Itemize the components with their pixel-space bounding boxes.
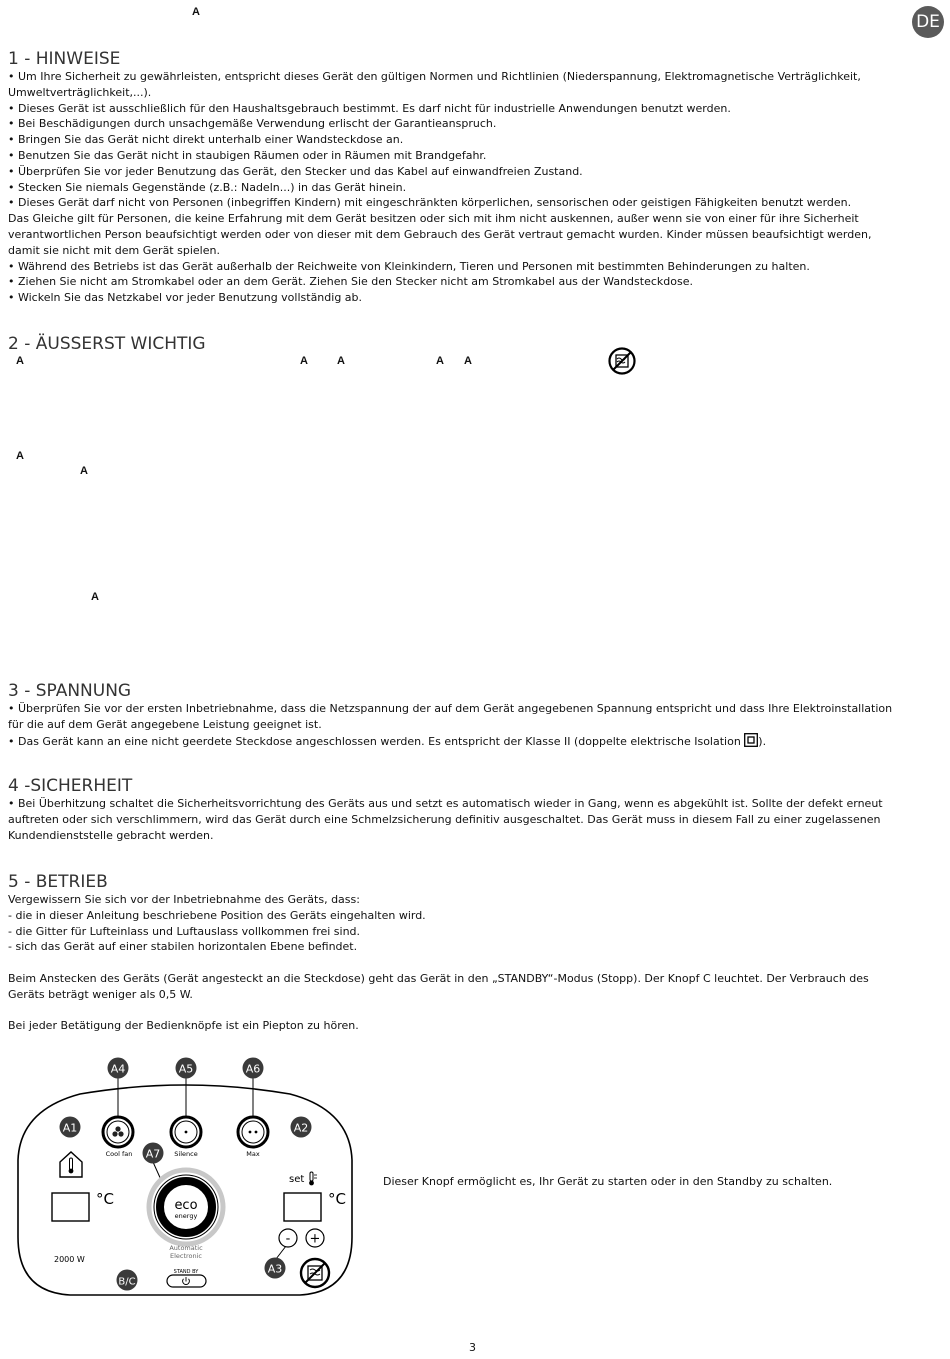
text-line <box>8 1003 943 1019</box>
single-dot-icon <box>185 1131 188 1134</box>
text-line <box>8 955 943 971</box>
plus-label: + <box>309 1231 321 1247</box>
text-line: auftreten oder sich verschlimmern, wird das Gerät durch eine Schmelzsicherung definitiv ausgeschaltet. Das Gerät muss in diesem Fall zu einer zugelassenen <box>8 812 881 826</box>
text-line: - die in dieser Anleitung beschriebene Position des Geräts eingehalten wird. <box>8 908 426 922</box>
minus-button[interactable] <box>279 1229 297 1247</box>
text-line: • Bei Überhitzung schaltet die Sicherheitsvorrichtung des Geräts aus und setzt es automatisch wieder in Gang, wenn es abgekühlt ist. Sollte der defekt erneut <box>8 797 883 810</box>
do-not-cover-icon <box>301 1259 329 1287</box>
power-label: 2000 W <box>54 1255 85 1264</box>
callout-a7 <box>143 1143 164 1164</box>
section-body-hinweise <box>8 69 943 306</box>
callout-bc <box>117 1270 138 1291</box>
text-line: Geräts beträgt weniger als 0,5 W. <box>8 987 193 1001</box>
callout-a4 <box>108 1058 129 1079</box>
text-line: Bei jeder Betätigung der Bedienknöpfe ist ein Piepton zu hören. <box>8 1019 359 1033</box>
text-line: • Wickeln Sie das Netzkabel vor jeder Benutzung vollständig ab. <box>8 291 363 305</box>
marker-a: A <box>16 355 24 367</box>
marker-a: A <box>192 6 200 18</box>
room-temperature-icon <box>60 1152 82 1177</box>
text-line: • Bringen Sie das Gerät nicht direkt unterhalb einer Wandsteckdose an. <box>8 133 404 147</box>
text-line: • Überprüfen Sie vor der ersten Inbetriebnahme, dass die Netzspannung der auf dem Gerät angegebenen Spannung entspricht und dass Ihre Elektroinstallation <box>8 702 893 715</box>
text-line: damit sie nicht mit dem Gerät spielen. <box>8 243 220 257</box>
callout-a3 <box>265 1258 286 1279</box>
silence-label: Silence <box>174 1150 198 1158</box>
marker-a: A <box>436 355 444 367</box>
text-line: • Dieses Gerät ist ausschließlich für den Haushaltsgebrauch bestimmt. Es darf nicht für industrielle Anwendungen benutzt werden. <box>8 101 731 115</box>
eco-label: eco <box>174 1198 198 1213</box>
class-two-insulation-icon <box>744 733 758 747</box>
text-segment: ). <box>758 734 767 748</box>
callout-label: A5 <box>178 1062 194 1076</box>
text-line: Kundendienststelle gebracht werden. <box>8 828 214 842</box>
text-line: - sich das Gerät auf einer stabilen horizontalen Ebene befindet. <box>8 940 358 954</box>
text-line: • Stecken Sie niemals Gegenstände (z.B.: Nadeln...) in das Gerät hinein. <box>8 180 407 194</box>
plus-button[interactable] <box>306 1229 324 1247</box>
section-body-betrieb <box>8 892 943 1034</box>
section-title-betrieb: 5 - BETRIEB <box>8 872 108 892</box>
marker-a: A <box>80 465 88 477</box>
text-line: verantwortlichen Person beaufsichtigt werden oder von dieser mit dem Gebrauch des Gerät vertraut gemacht wurden. Kinder müssen beaufsichtigt werden, <box>8 227 872 241</box>
silence-button[interactable] <box>171 1117 201 1158</box>
text-line: Beim Anstecken des Geräts (Gerät angesteckt an die Steckdose) geht das Gerät in den „STANDBY“-Modus (Stopp). Der Knopf C leuchtet. Der Verbrauch des <box>8 971 869 985</box>
section-body-spannung <box>8 701 943 749</box>
max-button[interactable] <box>238 1117 268 1158</box>
text-line <box>8 733 943 750</box>
callout-label: A1 <box>62 1121 78 1135</box>
control-panel-diagram <box>10 1052 360 1302</box>
text-line: • Um Ihre Sicherheit zu gewährleisten, entspricht dieses Gerät den gültigen Normen und Richtlinien (Niederspannung, Elektromagnetische Verträglichkeit, <box>8 70 861 83</box>
section-title-wichtig: 2 - ÄUSSERST WICHTIG <box>8 334 206 354</box>
text-line: • Benutzen Sie das Gerät nicht in staubigen Räumen oder in Räumen mit Brandgefahr. <box>8 148 487 162</box>
text-line: für die auf dem Gerät angegebene Leistung geeignet ist. <box>8 717 322 731</box>
section-title-hinweise: 1 - HINWEISE <box>8 49 121 69</box>
marker-a: A <box>464 355 472 367</box>
text-segment: • Das Gerät kann an eine nicht geerdete Steckdose angeschlossen werden. Es entspricht der Klasse II (doppelte elektrische Isolation <box>8 734 745 748</box>
automatic-label: Automatic <box>169 1244 203 1252</box>
section-body-sicherheit <box>8 796 943 843</box>
text-line: Umweltverträglichkeit,...). <box>8 85 152 99</box>
marker-a: A <box>300 355 308 367</box>
set-label: set <box>289 1174 305 1185</box>
callout-label: A2 <box>293 1121 309 1135</box>
text-line: • Ziehen Sie nicht am Stromkabel oder an dem Gerät. Ziehen Sie den Stecker nicht am Stromkabel aus der Wandsteckdose. <box>8 275 693 289</box>
left-temperature-display <box>52 1193 89 1221</box>
callout-a1 <box>60 1117 81 1138</box>
text-line: • Während des Betriebs ist das Gerät außerhalb der Reichweite von Kleinkindern, Tieren und Personen mit bestimmten Behinderungen zu halten. <box>8 259 810 273</box>
text-line: Vergewissern Sie sich vor der Inbetriebnahme des Geräts, dass: <box>8 893 360 906</box>
standby-label: STAND BY <box>173 1269 199 1275</box>
callout-label: A4 <box>110 1062 126 1076</box>
callout-a5 <box>176 1058 197 1079</box>
section-title-spannung: 3 - SPANNUNG <box>8 681 132 701</box>
callout-label: A3 <box>267 1262 283 1276</box>
energy-label: energy <box>174 1212 198 1220</box>
do-not-cover-icon <box>608 347 636 375</box>
standby-button[interactable] <box>167 1275 206 1287</box>
right-unit-label: °C <box>328 1190 346 1208</box>
marker-a: A <box>16 450 24 462</box>
callout-label: A6 <box>245 1062 261 1076</box>
cool-fan-label: Cool fan <box>105 1150 133 1158</box>
page-number: 3 <box>469 1341 476 1354</box>
callout-a2 <box>291 1117 312 1138</box>
max-label: Max <box>246 1150 260 1158</box>
cool-fan-button[interactable] <box>103 1117 133 1158</box>
standby-button-caption: Dieser Knopf ermöglicht es, Ihr Gerät zu starten oder in den Standby zu schalten. <box>383 1175 833 1188</box>
electronic-label: Electronic <box>169 1252 203 1260</box>
leader-line <box>276 1246 286 1259</box>
marker-a: A <box>91 591 99 603</box>
thermometer-icon <box>309 1172 317 1185</box>
right-temperature-display <box>284 1193 321 1221</box>
marker-a: A <box>337 355 345 367</box>
text-line: • Bei Beschädigungen durch unsachgemäße Verwendung erlischt der Garantieanspruch. <box>8 117 497 131</box>
text-line: • Dieses Gerät darf nicht von Personen (inbegriffen Kindern) mit eingeschränkten körperlichen, sensorischen oder geistigen Fähigkeiten benutzt werden. <box>8 196 852 210</box>
text-line: Das Gleiche gilt für Personen, die keine Erfahrung mit dem Gerät besitzen oder sich mit ihm nicht auskennen, außer wenn sie von einer für ihre Sicherheit <box>8 212 859 226</box>
minus-label: - <box>285 1231 291 1247</box>
eco-energy-knob[interactable] <box>149 1170 223 1244</box>
text-line: - die Gitter für Lufteinlass und Luftauslass vollkommen frei sind. <box>8 924 361 938</box>
callout-label: B/C <box>118 1276 136 1288</box>
section-title-sicherheit: 4 -SICHERHEIT <box>8 776 133 796</box>
left-unit-label: °C <box>96 1190 114 1208</box>
language-badge: DE <box>912 6 944 38</box>
text-line: • Überprüfen Sie vor jeder Benutzung das Gerät, den Stecker und das Kabel auf einwandfreien Zustand. <box>8 164 583 178</box>
callout-a6 <box>243 1058 264 1079</box>
callout-label: A7 <box>145 1147 161 1161</box>
